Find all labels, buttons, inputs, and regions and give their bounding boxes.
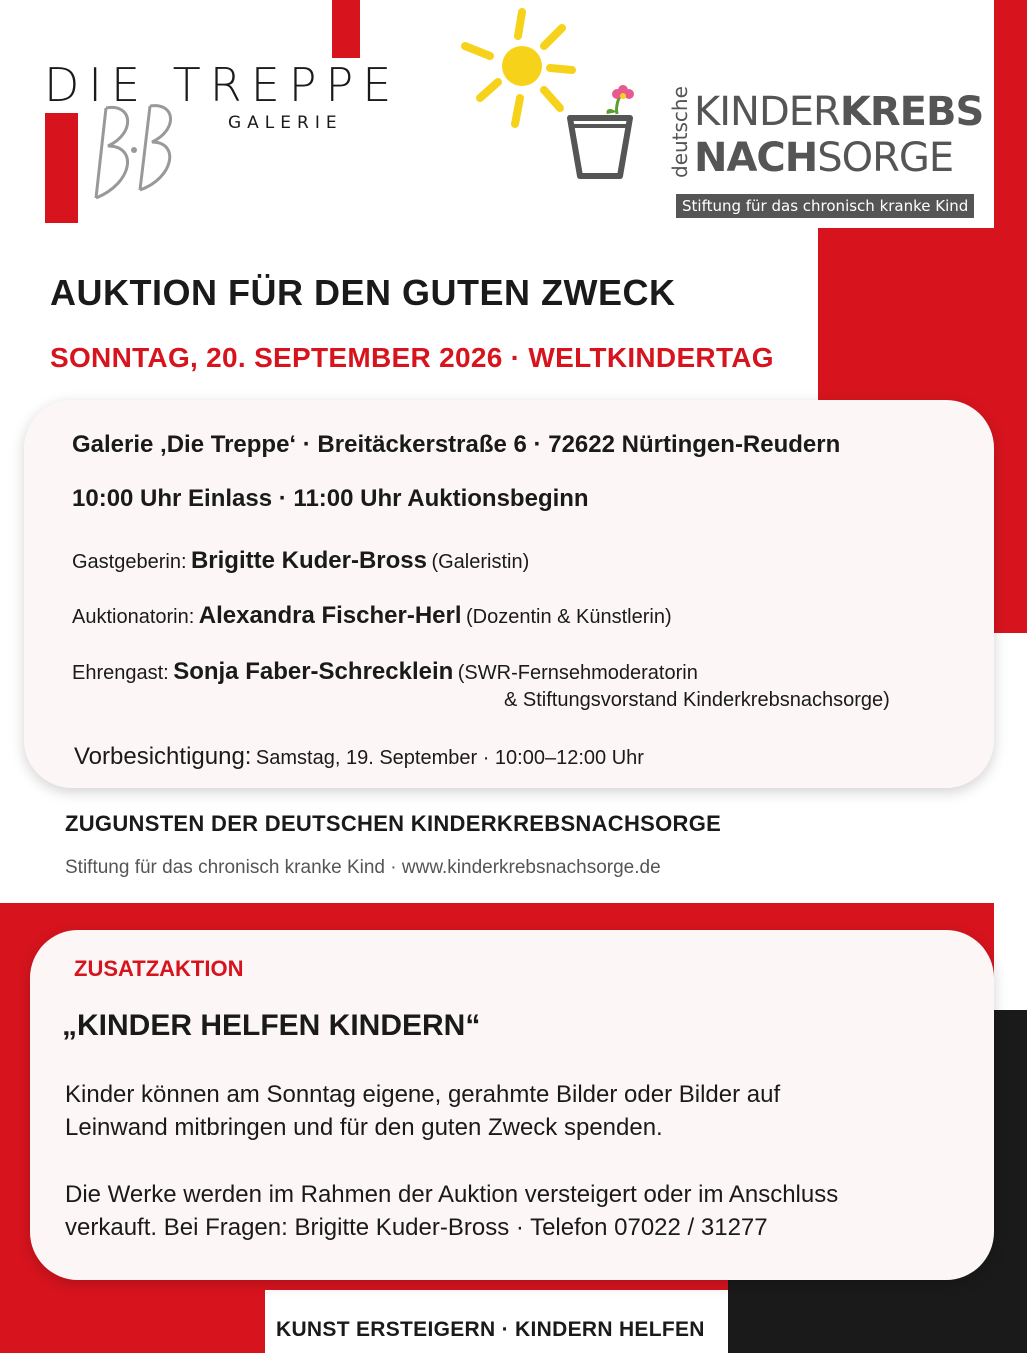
gallery-logo-subtitle: GALERIE [228, 113, 343, 133]
event-address: Galerie ‚Die Treppe‘ · Breitäckerstraße 6 · 72622 Nürtingen-Reudern [72, 431, 841, 458]
extra-para1-line2: Leinwand mitbringen und für den guten Zweck spenden. [65, 1114, 663, 1141]
guest-name: Sonja Faber-Schrecklein [173, 658, 454, 685]
red-stripe-right-top [994, 0, 1027, 230]
guest-line [72, 658, 698, 686]
beneficiary-subtitle: Stiftung für das chronisch kranke Kind · www.kinderkrebsnachsorge.de [65, 857, 661, 878]
foundation-logo-banner: Stiftung für das chronisch kranke Kind [676, 194, 974, 218]
foundation-logo-nach: NACH [694, 135, 818, 181]
extra-action-paragraph-2 [65, 1178, 838, 1244]
extra-action-paragraph-1 [65, 1078, 780, 1144]
footer-slogan: KUNST ERSTEIGERN · KINDERN HELFEN [276, 1318, 705, 1341]
preview-label: Vorbesichtigung: [74, 743, 252, 770]
gallery-monogram-logo [88, 98, 188, 208]
red-bar-top [332, 0, 360, 58]
auctioneer-role: (Dozentin & Künstlerin) [465, 606, 672, 628]
guest-role-1: (SWR-Fernsehmoderatorin [457, 662, 698, 684]
red-bar-logo [45, 113, 78, 223]
foundation-logo-vertical: deutsche [668, 86, 692, 178]
flower-pot-icon [565, 82, 640, 182]
beneficiary-title: ZUGUNSTEN DER DEUTSCHEN KINDERKREBSNACHSORGE [65, 811, 722, 836]
foundation-logo-krebs: KREBS [839, 89, 984, 135]
foundation-logo-sorge: SORGE [817, 135, 954, 181]
preview-line [74, 743, 644, 771]
foundation-logo-line1 [694, 89, 984, 135]
extra-action-label: ZUSATZAKTION [74, 956, 244, 981]
event-date: SONNTAG, 20. SEPTEMBER 2026 · WELTKINDERTAG [50, 342, 774, 373]
gallery-logo-title: DIE TREPPE [44, 58, 401, 112]
event-times: 10:00 Uhr Einlass · 11:00 Uhr Auktionsbeginn [72, 485, 589, 512]
guest-role-2: & Stiftungsvorstand Kinderkrebsnachsorge) [504, 689, 890, 711]
guest-label: Ehrengast: [72, 662, 169, 684]
auctioneer-name: Alexandra Fischer-Herl [198, 602, 462, 629]
extra-para1-line1: Kinder können am Sonntag eigene, gerahmte Bilder oder Bilder auf [65, 1081, 781, 1108]
host-line [72, 547, 529, 575]
host-role: (Galeristin) [431, 551, 530, 573]
sun-icon [460, 8, 580, 128]
host-label: Gastgeberin: [72, 551, 187, 573]
page-title: AUKTION FÜR DEN GUTEN ZWECK [50, 272, 676, 313]
foundation-logo-line2 [694, 135, 954, 181]
host-name: Brigitte Kuder-Bross [190, 547, 427, 574]
extra-para2-line1: Die Werke werden im Rahmen der Auktion versteigert oder im Anschluss [65, 1181, 839, 1208]
auctioneer-line [72, 602, 672, 630]
preview-value: Samstag, 19. September · 10:00–12:00 Uhr [255, 747, 644, 769]
foundation-logo-kinder: KINDER [694, 89, 840, 135]
extra-action-title: „KINDER HELFEN KINDERN“ [62, 1009, 481, 1042]
auctioneer-label: Auktionatorin: [72, 606, 195, 628]
extra-para2-line2: verkauft. Bei Fragen: Brigitte Kuder-Bross · Telefon 07022 / 31277 [65, 1214, 768, 1241]
